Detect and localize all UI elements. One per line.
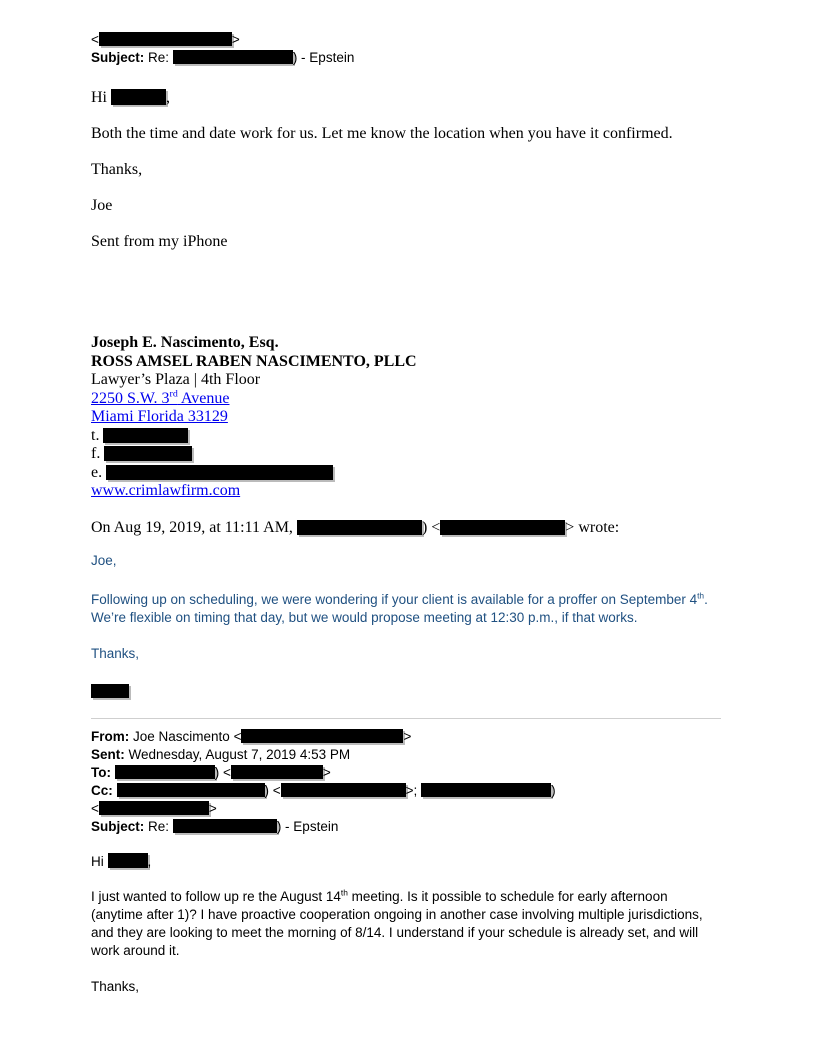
signoff-line: Joe (91, 197, 113, 214)
cc-mid: ) < (264, 782, 281, 798)
email-line (91, 464, 721, 483)
subject-re: Re: (148, 50, 170, 65)
from-angle-open: < (233, 728, 242, 744)
street-ordinal-sup: rd (169, 388, 178, 400)
bottom-thanks-line: Thanks, (91, 978, 140, 994)
redaction-bar (297, 520, 422, 535)
signature-firm: ROSS AMSEL RABEN NASCIMENTO, PLLC (91, 352, 417, 370)
signature-name: Joseph E. Nascimento, Esq. (91, 334, 279, 351)
sent-label: Sent: (91, 746, 125, 762)
to-mid: ) < (214, 764, 231, 780)
from-angle-close: > (403, 728, 412, 744)
reply-attribution-suffix: > wrote: (565, 518, 620, 536)
subject-line (91, 49, 721, 67)
quoted-thanks-line: Thanks, (91, 645, 140, 661)
cc-continuation-line (91, 800, 721, 818)
redaction-bar (117, 783, 265, 797)
sent-line (91, 746, 721, 764)
signature-street-line (91, 390, 721, 409)
thanks-line: Thanks, (91, 161, 143, 178)
bottom-greeting-comma: , (147, 853, 152, 869)
redaction-bar (231, 765, 323, 779)
redaction-bar (241, 729, 403, 743)
bottom-body-paragraph (91, 888, 721, 960)
cc2-angle-open: < (91, 800, 99, 816)
cc2-angle-close: > (208, 800, 217, 816)
reply-attribution-prefix: On Aug 19, 2019, at 11:11 AM, (91, 518, 293, 536)
greeting-comma: , (166, 89, 170, 106)
redaction-bar (173, 50, 293, 64)
redaction-bar (106, 465, 333, 480)
cc-tail: ) (551, 782, 556, 798)
fax-label: f. (91, 445, 101, 462)
redaction-bar (111, 89, 166, 105)
quoted-body-paragraph (91, 591, 721, 627)
redaction-bar (104, 446, 192, 461)
quoted-body-sup: th (697, 590, 705, 600)
from-label: From: (91, 728, 130, 744)
from-line (91, 728, 721, 746)
to-line (91, 764, 721, 782)
street-tail: Avenue (177, 389, 230, 407)
fax-line (91, 445, 721, 464)
quoted-greeting: Joe, (91, 552, 117, 568)
phone-label: t. (91, 426, 100, 444)
bottom-body-text: I just wanted to follow up re the August 14 (91, 888, 341, 904)
angle-open: < (91, 32, 99, 47)
redaction-bar (99, 32, 232, 46)
reply-attribution-line (91, 518, 721, 537)
greeting-text: Hi (91, 89, 107, 106)
bottom-greeting-line (91, 853, 721, 871)
redaction-bar (115, 765, 215, 779)
message-divider (91, 718, 721, 719)
sent-from-iphone-line: Sent from my iPhone (91, 233, 228, 250)
redaction-bar (281, 783, 406, 797)
sender-address-line (91, 31, 721, 49)
cc-label: Cc: (91, 782, 113, 798)
sent-value: Wednesday, August 7, 2019 4:53 PM (128, 746, 351, 762)
cc-line (91, 782, 721, 800)
quoted-body-text: Following up on scheduling, we were wondering if your client is available for a proffer on September 4 (91, 591, 698, 607)
signature-floor: Lawyer’s Plaza | 4th Floor (91, 371, 261, 388)
to-close: > (322, 764, 331, 780)
signature-city-line (91, 408, 721, 427)
website-link[interactable]: www.crimlawfirm.com (91, 482, 241, 499)
redaction-bar (99, 801, 209, 815)
forwarded-subject-suffix: ) - Epstein (276, 818, 339, 834)
redaction-bar (440, 520, 565, 535)
bottom-greeting-text: Hi (91, 853, 104, 869)
forwarded-subject-line (91, 818, 721, 836)
to-label: To: (91, 764, 111, 780)
redaction-bar (103, 428, 188, 443)
forwarded-subject-re: Re: (148, 818, 170, 834)
website-line (91, 482, 721, 501)
redaction-bar (173, 819, 277, 833)
phone-line (91, 427, 721, 446)
forwarded-email-header (91, 728, 721, 836)
street-address-link[interactable] (91, 390, 229, 407)
street-main: 2250 S.W. 3 (91, 389, 170, 407)
redaction-bar (421, 783, 551, 797)
body-paragraph: Both the time and date work for us. Let me know the location when you have it confirmed. (91, 125, 673, 142)
email-label: e. (91, 463, 103, 481)
subject-label: Subject: (91, 50, 145, 65)
signature-block (91, 334, 721, 501)
quoted-body-text-2: . We’re flexible on timing that day, but we would propose meeting at 12:30 p.m., if that works. (91, 591, 708, 625)
angle-close: > (231, 32, 240, 47)
quoted-message (91, 552, 721, 701)
forwarded-subject-label: Subject: (91, 818, 145, 834)
top-message-body (91, 88, 721, 251)
cc-separator: >; (405, 782, 422, 798)
greeting-line (91, 88, 721, 107)
top-email-header (91, 31, 721, 67)
from-value: Joe Nascimento (133, 728, 230, 744)
redaction-bar (108, 853, 148, 868)
bottom-body-text-2: meeting. Is it possible to schedule for early afternoon (anytime after 1)? I have proactive cooperation ongoing in another case involving multiple jurisdictions, and they are looking to meet the morning of 8/14. I understand if your schedule is already set, and will work around it. (91, 888, 703, 958)
bottom-body-sup: th (340, 887, 348, 897)
reply-attribution-mid: ) < (421, 518, 441, 536)
redaction-bar (91, 684, 129, 698)
city-link[interactable]: Miami Florida 33129 (91, 408, 228, 425)
bottom-message-body (91, 853, 721, 996)
subject-suffix: ) - Epstein (292, 50, 355, 65)
quoted-signature-line (91, 683, 721, 701)
